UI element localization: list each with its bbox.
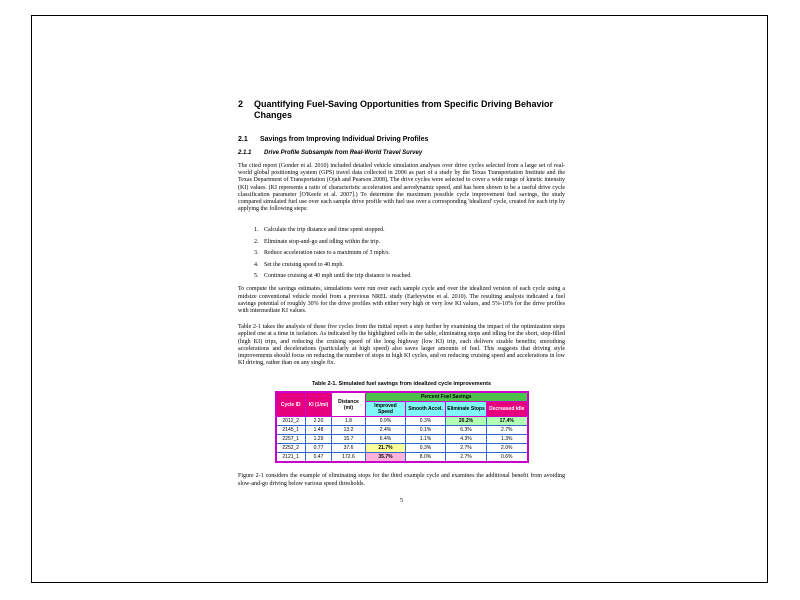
list-item xyxy=(254,250,565,257)
table-subheader-smooth-accel: Smooth Accel. xyxy=(406,402,446,417)
table-cell-highlight: 17.4% xyxy=(487,417,528,426)
idealized-cycle-steps-list xyxy=(238,227,565,280)
paragraph-table-discussion: Table 2-1 takes the analysis of these five cycles from the initial report a step further by examining the impact of the optimization steps applied one at a time in isolation. As indicated by the highlighted cells in the table, eliminating stops and idling for the short, stop-filled (high KI) trips, and reducing the cruising speed of the long highway (low KI) trip, each delivers sizable benefits; smoothing accelerations and decelerations (particularly at high speed) also saves larger amounts of fuel. This suggests that driving style improvements should focus on reducing the number of stops in high KI cycles, and on reducing cruising speed and accelerations in low KI driving, rather than on any single fix. xyxy=(238,324,565,367)
table-header-distance: Distance (mi) xyxy=(332,392,366,417)
table-row xyxy=(276,426,528,435)
list-item-text: Set the cruising speed to 40 mph. xyxy=(264,261,344,268)
table-cell: 172.6 xyxy=(332,453,366,463)
list-item-text: Eliminate stop-and-go and idling within the trip. xyxy=(264,238,381,245)
table-caption: Table 2-1. Simulated fuel savings from idealized cycle improvements xyxy=(311,381,491,388)
fuel-savings-table xyxy=(275,391,529,463)
list-item-number: 1. xyxy=(254,227,259,234)
table-cell: 2012_2 xyxy=(276,417,306,426)
table-cell: 6.3% xyxy=(446,426,487,435)
table-row xyxy=(276,417,528,426)
table-cell: 8.0% xyxy=(406,453,446,463)
table-cell: 2.7% xyxy=(487,426,528,435)
list-item xyxy=(254,227,565,234)
table-cell: 2121_1 xyxy=(276,453,306,463)
table-cell-highlight: 21.7% xyxy=(366,444,406,453)
table-subheader-improved-speed: Improved Speed xyxy=(366,402,406,417)
table-cell-highlight: 35.7% xyxy=(366,453,406,463)
table-cell: 2.7% xyxy=(446,444,487,453)
subsection-number: 2.1 xyxy=(238,136,248,143)
table-cell: 1.3% xyxy=(487,435,528,444)
table-cell: 1.8 xyxy=(332,417,366,426)
table-header-row-1 xyxy=(276,392,528,402)
subsection-heading xyxy=(238,135,565,144)
table-cell: 2.7% xyxy=(446,453,487,463)
table-cell: 4.3% xyxy=(446,435,487,444)
table-cell: 0.1% xyxy=(406,426,446,435)
list-item xyxy=(254,262,565,269)
table-cell: 6.4% xyxy=(366,435,406,444)
table-cell: 37.6 xyxy=(332,444,366,453)
table-cell: 0.6% xyxy=(487,453,528,463)
table-cell: 2257_1 xyxy=(276,435,306,444)
subsubsection-title: Drive Profile Subsample from Real-World Travel Survey xyxy=(264,150,423,156)
table-cell: 2.0% xyxy=(487,444,528,453)
table-header-cycle-id: Cycle ID xyxy=(276,392,306,417)
list-item-number: 3. xyxy=(254,250,259,257)
table-cell: 1.48 xyxy=(306,426,332,435)
list-item-text: Continue cruising at 40 mph until the trip distance is reached. xyxy=(264,273,412,280)
table-cell: 2145_1 xyxy=(276,426,306,435)
list-item-text: Reduce acceleration rates to a maximum of 3 mph/s. xyxy=(264,250,391,257)
list-item-number: 2. xyxy=(254,238,259,245)
list-item-number: 5. xyxy=(254,273,259,280)
table-subheader-eliminate-stops: Eliminate Stops xyxy=(446,402,487,417)
subsubsection-number: 2.1.1 xyxy=(238,150,252,156)
table-cell: 0.3% xyxy=(406,417,446,426)
table-cell: 0.9% xyxy=(366,417,406,426)
list-item-text: Calculate the trip distance and time spent stopped. xyxy=(264,227,385,234)
table-row xyxy=(276,444,528,453)
table-cell: 13.2 xyxy=(332,426,366,435)
page-content xyxy=(32,16,565,505)
table-cell-highlight: 20.2% xyxy=(446,417,487,426)
subsection-title: Savings from Improving Individual Driving Profiles xyxy=(260,136,429,143)
table-row xyxy=(276,435,528,444)
page-number: 5 xyxy=(400,497,403,504)
paragraph-intro: The cited report (Gonder et al. 2010) included detailed vehicle simulation analyses over drive cycles selected from a large set of real-world global positioning system (GPS) travel data collected in 2006 as part of a study by the Texas Transportation Institute and the Texas Department of Transportation (Ojah and Pearson 2008). The drive cycles were selected to cover a wide range of kinetic intensity (KI) values. (KI represents a ratio of characteristic acceleration and aerodynamic speed, and has been shown to be a useful drive cycle classification parameter [O'Keefe et al. 2007].) To determine the maximum possible cycle improvement fuel savings, the study compared simulated fuel use over each sample drive profile with fuel use over a corresponding 'idealized' cycle, created for each trip by applying the following steps: xyxy=(238,163,565,213)
document-page xyxy=(31,15,768,583)
table-cell: 2.20 xyxy=(306,417,332,426)
table-cell: 0.77 xyxy=(306,444,332,453)
paragraph-results: To compute the savings estimates, simulations were run over each sample cycle and over the idealized version of each cycle using a midsize conventional vehicle model from a previous NREL study (Earleywine et al. 2010). The resulting analysis indicated a fuel savings potential of roughly 30% for the drive profiles with either very high or very low KI values, and 5%-10% for the drive profiles with intermediate KI values. xyxy=(238,286,565,315)
section-number: 2 xyxy=(238,99,244,109)
list-item xyxy=(254,239,565,246)
table-cell: 0.47 xyxy=(306,453,332,463)
table-cell: 2252_2 xyxy=(276,444,306,453)
section-heading xyxy=(238,99,565,121)
table-cell: 1.1% xyxy=(406,435,446,444)
list-item xyxy=(254,273,565,280)
table-cell: 15.7 xyxy=(332,435,366,444)
paragraph-figure-reference: Figure 2-1 considers the example of eliminating stops for the third example cycle and examines the additional benefit from avoiding slow-and-go driving below various speed thresholds. xyxy=(238,473,565,487)
table-header-ki: KI (1/mi) xyxy=(306,392,332,417)
table-row xyxy=(276,453,528,463)
table-cell: 2.4% xyxy=(366,426,406,435)
table-cell: 1.29 xyxy=(306,435,332,444)
list-item-number: 4. xyxy=(254,261,259,268)
section-title: Quantifying Fuel-Saving Opportunities from Specific Driving Behavior Changes xyxy=(254,99,554,120)
table-cell: 0.3% xyxy=(406,444,446,453)
table-header-group: Percent Fuel Savings xyxy=(366,392,528,402)
subsubsection-heading xyxy=(238,149,565,157)
table-subheader-decreased-idle: Decreased Idle xyxy=(487,402,528,417)
